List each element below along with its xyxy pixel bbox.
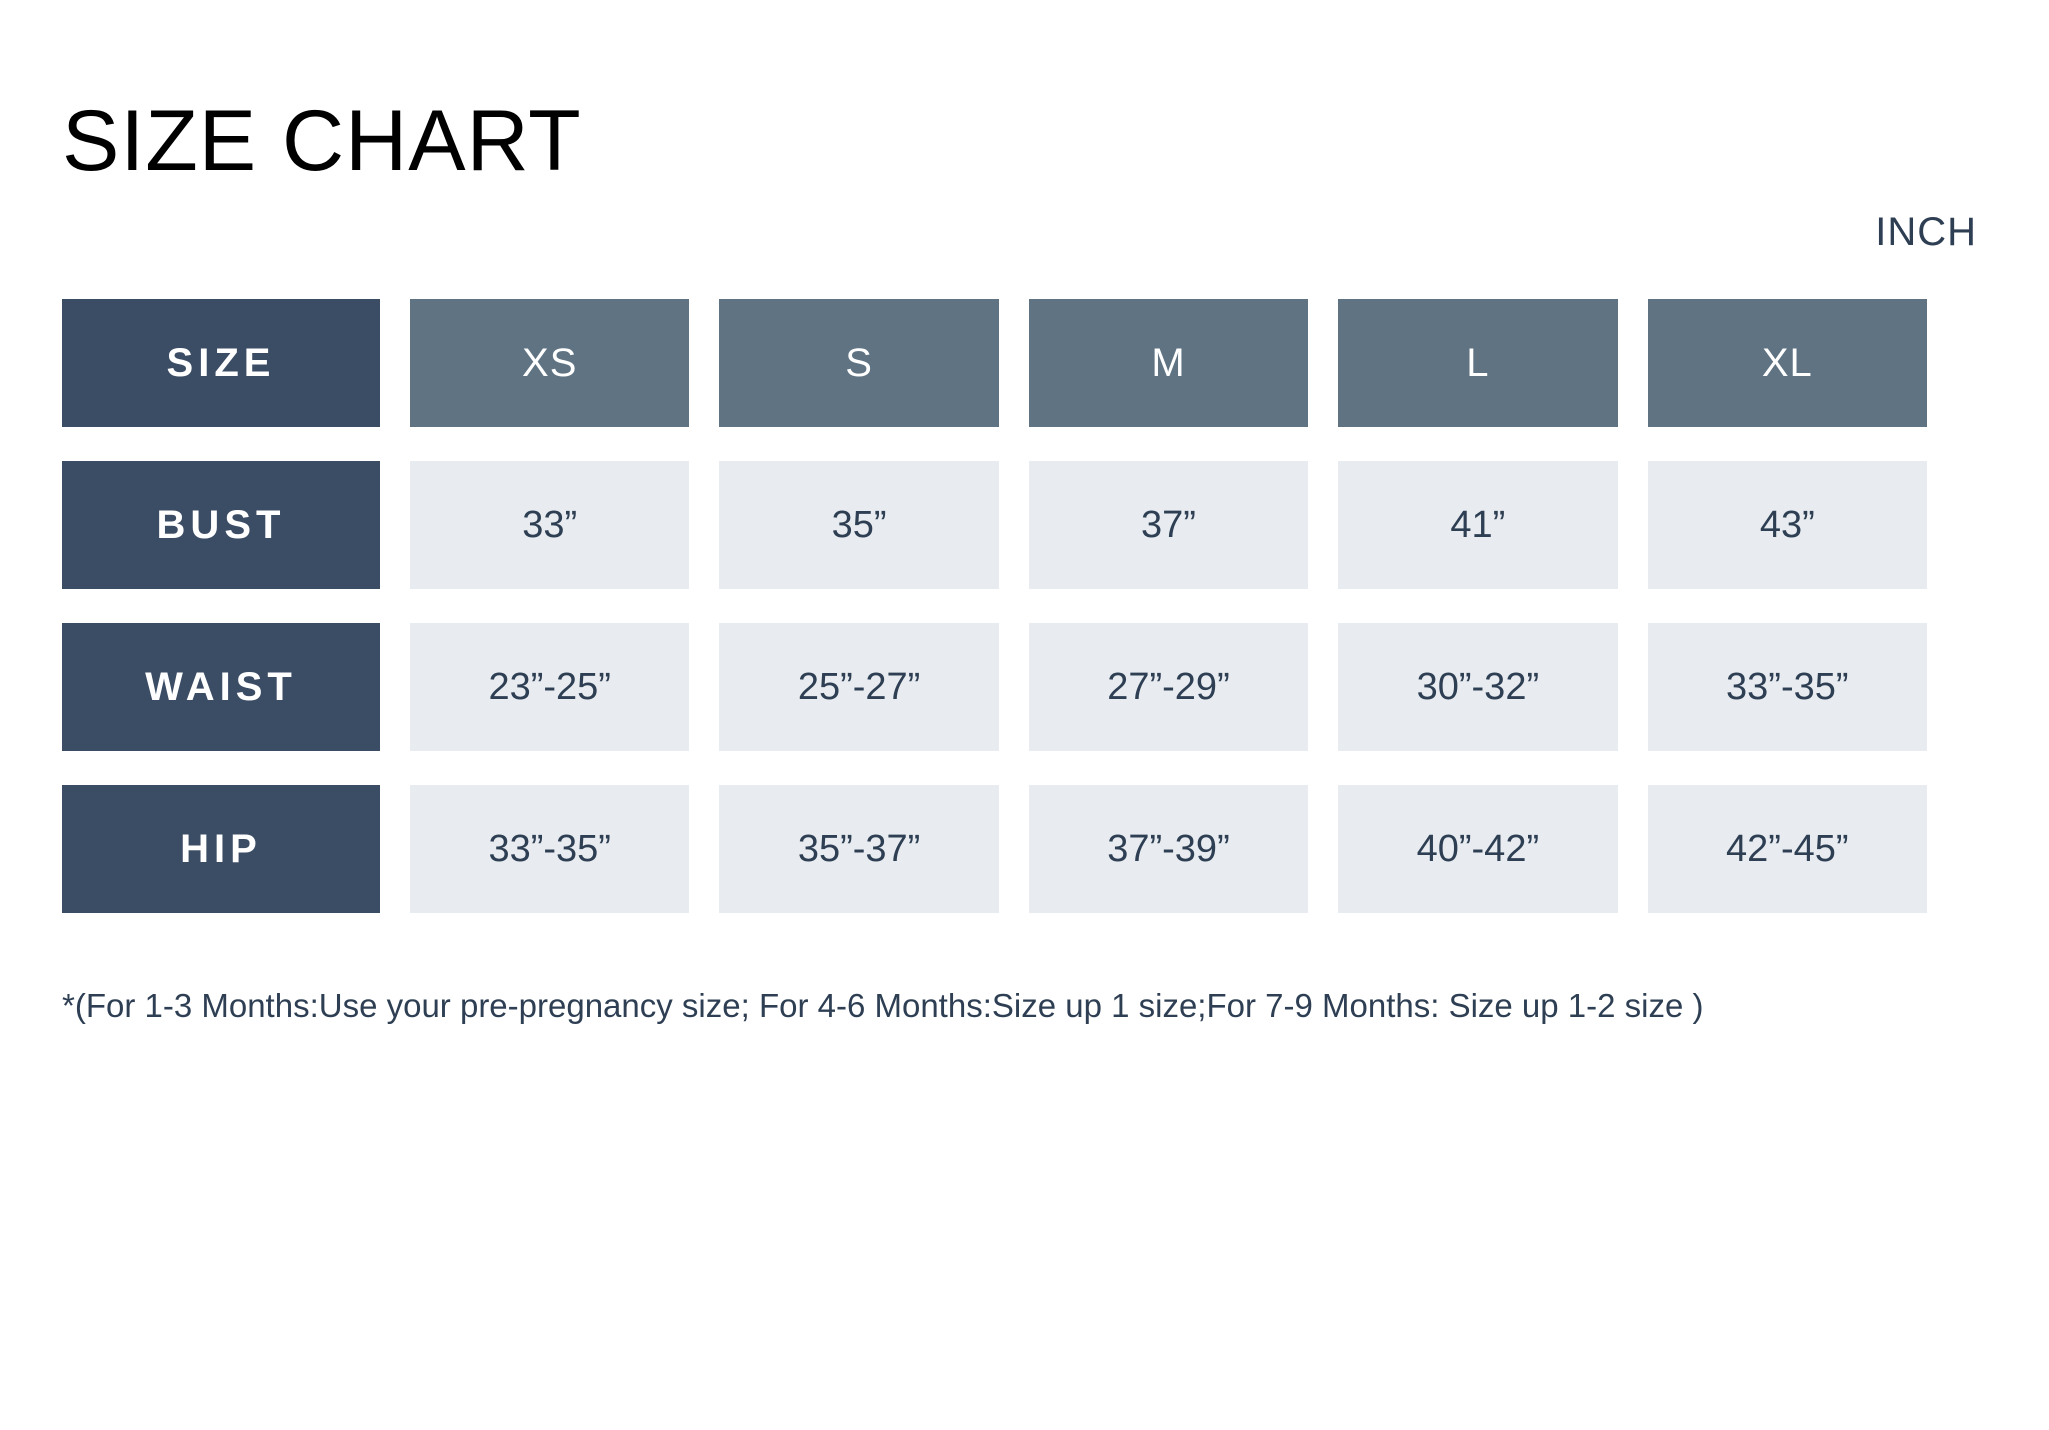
cell-waist-xs: 23”-25” [410, 623, 689, 751]
unit-row [62, 210, 1987, 255]
table-row [62, 623, 1927, 751]
row-label-hip: HIP [62, 785, 380, 913]
row-label-bust: BUST [62, 461, 380, 589]
cell-hip-xs: 33”-35” [410, 785, 689, 913]
header-cell-xl: XL [1648, 299, 1927, 427]
header-cell-m: M [1029, 299, 1308, 427]
page-title: SIZE CHART [62, 93, 582, 189]
size-chart-table [32, 265, 1957, 947]
cell-bust-l: 41” [1338, 461, 1617, 589]
cell-bust-xl: 43” [1648, 461, 1927, 589]
cell-hip-l: 40”-42” [1338, 785, 1617, 913]
cell-hip-s: 35”-37” [719, 785, 998, 913]
header-cell-s: S [719, 299, 998, 427]
footnote: *(For 1-3 Months:Use your pre-pregnancy size; For 4-6 Months:Size up 1 size;For 7-9 Months: Size up 1-2 size ) [62, 987, 1704, 1024]
table-row [62, 785, 1927, 913]
cell-waist-l: 30”-32” [1338, 623, 1617, 751]
cell-waist-s: 25”-27” [719, 623, 998, 751]
header-cell-xs: XS [410, 299, 689, 427]
unit-label: INCH [1875, 210, 1977, 254]
cell-hip-xl: 42”-45” [1648, 785, 1927, 913]
header-cell-size: SIZE [62, 299, 380, 427]
cell-waist-xl: 33”-35” [1648, 623, 1927, 751]
header-cell-l: L [1338, 299, 1617, 427]
row-label-waist: WAIST [62, 623, 380, 751]
cell-bust-xs: 33” [410, 461, 689, 589]
cell-waist-m: 27”-29” [1029, 623, 1308, 751]
cell-bust-s: 35” [719, 461, 998, 589]
cell-hip-m: 37”-39” [1029, 785, 1308, 913]
table-row [62, 461, 1927, 589]
cell-bust-m: 37” [1029, 461, 1308, 589]
table-header-row [62, 299, 1927, 427]
